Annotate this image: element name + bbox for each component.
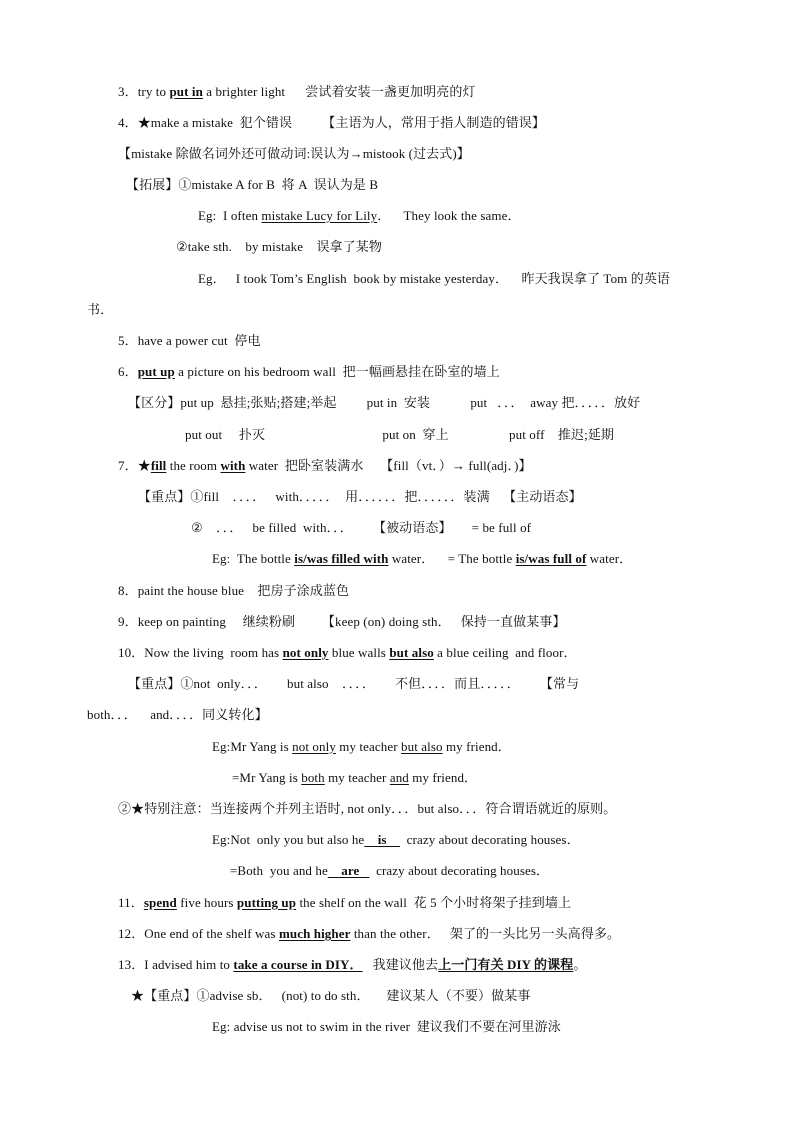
text-segment: 【拓展】①mistake A for B 将 A 误认为是 B <box>126 177 379 192</box>
text-segment: is/was filled with <box>294 551 389 566</box>
text-segment: 书． <box>87 302 114 317</box>
text-segment: a brighter light 尝试着安装一盏更加明亮的灯 <box>202 84 476 99</box>
text-segment: my teacher <box>324 770 390 785</box>
text-segment: blue walls <box>328 645 390 660</box>
text-segment: put up <box>137 364 175 379</box>
text-line <box>198 207 521 225</box>
text-line <box>176 238 382 256</box>
text-segment: 4．★make a mistake 犯个错误 【主语为人，常用于指人制造的错误】 <box>118 115 546 130</box>
text-segment: take a course in DIY． <box>233 957 363 972</box>
text-segment: but also <box>401 739 443 754</box>
text-segment: 5．have a power cut 停电 <box>118 333 261 348</box>
text-line <box>118 613 566 631</box>
text-segment: with <box>220 458 246 473</box>
text-segment: 6． <box>118 364 138 379</box>
text-line <box>131 987 530 1005</box>
text-segment: 【重点】①not only．．． but also ．．．． 不但．．．．而且．．．．． 【常与 <box>128 676 580 691</box>
text-segment: ②★特别注意：当连接两个并列主语时, not only．．．but also．．．符合谓语就近的原则。 <box>118 801 617 816</box>
text-segment: put in <box>169 84 203 99</box>
text-segment: and <box>389 770 409 785</box>
text-segment: 10．Now the living room has <box>118 645 283 660</box>
text-segment: 【mistake 除做名词外还可做动词:误认为→mistook (过去式)】 <box>118 146 470 161</box>
text-line <box>212 1018 561 1036</box>
text-segment: 9．keep on painting 继续粉刷 【keep (on) doing sth． 保持一直做某事】 <box>118 614 566 629</box>
text-segment: a picture on his bedroom wall 把一幅画悬挂在卧室的墙上 <box>174 364 500 379</box>
text-segment: not only <box>282 645 329 660</box>
text-segment: is <box>364 832 400 847</box>
text-segment: 11． <box>118 895 144 910</box>
text-line <box>118 582 349 600</box>
text-line <box>232 769 477 787</box>
text-line <box>128 675 579 693</box>
text-segment: Eg:Mr Yang is <box>212 739 293 754</box>
text-segment: is/was full of <box>515 551 587 566</box>
text-segment: 【区分】put up 悬挂;张贴;搭建;举起 put in 安装 put ．．． away 把．．．．．放好 <box>128 395 641 410</box>
text-line <box>118 925 620 943</box>
text-line <box>212 738 511 756</box>
text-segment: 我建议他去 <box>362 957 439 972</box>
text-line <box>118 363 500 381</box>
text-segment: spend <box>143 895 177 910</box>
text-line <box>118 956 586 974</box>
text-segment: but also <box>389 645 434 660</box>
text-segment: crazy about decorating houses． <box>399 832 580 847</box>
text-segment: Eg: advise us not to swim in the river 建议我们不要在河里游泳 <box>212 1019 561 1034</box>
text-line <box>191 519 531 537</box>
text-segment: 【重点】①fill ．．．． with．．．．． 用．．．．．．把．．．．．．装满 【主动语态】 <box>138 489 582 504</box>
text-segment: much higher <box>278 926 351 941</box>
text-segment: fill <box>150 458 167 473</box>
text-segment: water 把卧室装满水 【fill（vt．）→ full(adj．)】 <box>245 458 532 473</box>
text-line <box>230 862 549 880</box>
text-segment: Eg: The bottle <box>212 551 295 566</box>
text-segment: 7．★ <box>118 458 151 473</box>
text-line <box>118 894 571 912</box>
text-segment: my teacher <box>335 739 402 754</box>
text-segment: the shelf on the wall 花 5 个小时将架子挂到墙上 <box>296 895 572 910</box>
text-segment: 上一门有关 DIY 的课程 <box>438 957 574 972</box>
text-line <box>198 270 670 288</box>
text-segment: both <box>301 770 325 785</box>
text-segment: ②take sth. by mistake 误拿了某物 <box>176 239 382 254</box>
text-segment: Eg: I often <box>198 208 262 223</box>
text-segment: crazy about decorating houses． <box>369 863 550 878</box>
text-segment: Eg． I took Tom’s English book by mistake yesterday． 昨天我误拿了 Tom 的英语 <box>198 271 671 286</box>
text-line <box>118 800 616 818</box>
text-line <box>118 457 532 475</box>
text-line <box>212 831 580 849</box>
text-segment: 12．One end of the shelf was <box>118 926 279 941</box>
text-segment: ② ．．． be filled with．．． 【被动语态】 = be full of <box>191 520 532 535</box>
text-segment: than the other． 架了的一头比另一头高得多。 <box>350 926 621 941</box>
text-segment: 。 <box>573 957 587 972</box>
text-line <box>212 550 632 568</box>
text-segment: both．．． and．．．．同义转化】 <box>87 707 268 722</box>
text-segment: =Mr Yang is <box>232 770 302 785</box>
text-segment: 13．I advised him to <box>118 957 234 972</box>
text-segment: not only <box>292 739 336 754</box>
text-line <box>87 706 268 724</box>
text-segment: my friend． <box>408 770 478 785</box>
text-line <box>118 83 476 101</box>
text-segment: the room <box>166 458 221 473</box>
text-line <box>118 145 470 163</box>
text-line <box>118 114 545 132</box>
text-segment: putting up <box>236 895 297 910</box>
text-segment: mistake Lucy for Lily <box>261 208 378 223</box>
text-line <box>138 488 582 506</box>
text-segment: Eg:Not only you but also he <box>212 832 365 847</box>
text-segment: my friend． <box>442 739 511 754</box>
text-line <box>118 644 577 662</box>
text-segment: five hours <box>176 895 237 910</box>
text-segment: 3．try to <box>118 84 170 99</box>
text-line <box>126 176 378 194</box>
text-segment: a blue ceiling and floor． <box>433 645 577 660</box>
text-line <box>128 394 640 412</box>
text-segment: 8．paint the house blue 把房子涂成蓝色 <box>118 583 350 598</box>
text-segment: put out 扑灭 put on 穿上 put off 推迟;延期 <box>185 427 615 442</box>
text-segment: are <box>327 863 370 878</box>
text-segment: water． <box>586 551 633 566</box>
text-line <box>87 301 113 319</box>
text-segment: =Both you and he <box>230 863 328 878</box>
text-line <box>185 426 614 444</box>
text-segment: ． They look the same． <box>377 208 521 223</box>
text-segment: ★【重点】①advise sb． (not) to do sth． 建议某人（不要）做某事 <box>131 988 531 1003</box>
text-segment: water． = The bottle <box>388 551 516 566</box>
text-line <box>118 332 261 350</box>
